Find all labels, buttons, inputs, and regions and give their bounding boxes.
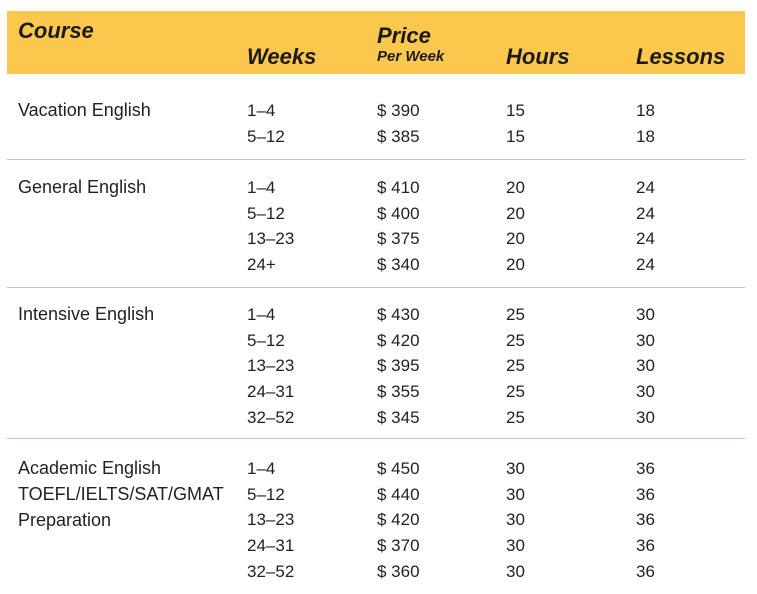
- cell-price: $ 450: [377, 459, 420, 478]
- cell-weeks: 5–12: [247, 484, 285, 504]
- cell-price: $ 360: [377, 561, 420, 581]
- cell-lessons: 30: [636, 407, 655, 427]
- cell-price: $ 345: [377, 407, 420, 427]
- course-name: Academic English TOEFL/IELTS/SAT/GMAT Preparation: [18, 458, 224, 530]
- cell-weeks: 24+: [247, 255, 276, 275]
- course-name: General English: [18, 177, 147, 197]
- cell-price: $ 400: [377, 203, 420, 223]
- cell-lessons: 24: [636, 178, 655, 197]
- cell-lessons: 36: [636, 561, 655, 581]
- course-name: Intensive English: [18, 304, 155, 324]
- cell-weeks: 5–12: [247, 126, 285, 146]
- cell-lessons: 36: [636, 484, 655, 504]
- cell-price: $ 370: [377, 536, 420, 556]
- header-course: Course: [18, 18, 94, 43]
- cell-lessons: 30: [636, 305, 655, 324]
- cell-lessons: 24: [636, 255, 655, 275]
- cell-hours: 30: [506, 459, 525, 478]
- section-divider: [7, 159, 745, 160]
- cell-weeks: 5–12: [247, 330, 285, 350]
- cell-hours: 20: [506, 229, 525, 249]
- cell-price: $ 440: [377, 484, 420, 504]
- course-name: Vacation English: [18, 100, 151, 120]
- cell-hours: 20: [506, 178, 525, 197]
- cell-weeks: 1–4: [247, 305, 276, 324]
- cell-hours: 25: [506, 382, 525, 402]
- cell-weeks: 1–4: [247, 459, 276, 478]
- cell-lessons: 30: [636, 382, 655, 402]
- cell-weeks: 32–52: [247, 407, 295, 427]
- cell-lessons: 18: [636, 126, 655, 146]
- cell-lessons: 36: [636, 536, 655, 556]
- cell-lessons: 30: [636, 330, 655, 350]
- header-weeks: Weeks: [247, 44, 317, 69]
- cell-lessons: 24: [636, 229, 655, 249]
- cell-weeks: 32–52: [247, 561, 295, 581]
- cell-hours: 30: [506, 510, 525, 530]
- section-divider: [7, 287, 745, 288]
- header-lessons: Lessons: [636, 44, 726, 69]
- cell-hours: 20: [506, 203, 525, 223]
- cell-hours: 25: [506, 330, 525, 350]
- cell-price: $ 395: [377, 356, 420, 376]
- cell-weeks: 24–31: [247, 382, 295, 402]
- table-header-bar: [7, 11, 745, 74]
- cell-hours: 30: [506, 484, 525, 504]
- cell-hours: 15: [506, 126, 525, 146]
- cell-weeks: 5–12: [247, 203, 285, 223]
- cell-hours: 15: [506, 101, 525, 120]
- cell-weeks: 13–23: [247, 510, 295, 530]
- header-hours: Hours: [506, 44, 570, 69]
- cell-price: $ 355: [377, 382, 420, 402]
- cell-price: $ 410: [377, 178, 420, 197]
- cell-hours: 25: [506, 356, 525, 376]
- cell-price: $ 385: [377, 126, 420, 146]
- cell-weeks: 1–4: [247, 178, 276, 197]
- cell-hours: 30: [506, 561, 525, 581]
- cell-lessons: 18: [636, 101, 655, 120]
- cell-lessons: 30: [636, 356, 655, 376]
- cell-lessons: 36: [636, 510, 655, 530]
- cell-weeks: 13–23: [247, 229, 295, 249]
- cell-weeks: 13–23: [247, 356, 295, 376]
- cell-lessons: 36: [636, 459, 655, 478]
- section-divider: [7, 438, 745, 439]
- cell-price: $ 340: [377, 255, 420, 275]
- cell-price: $ 375: [377, 229, 420, 249]
- cell-price: $ 430: [377, 305, 420, 324]
- header-price-per-week: Per Week: [377, 48, 445, 65]
- cell-lessons: 24: [636, 203, 655, 223]
- cell-price: $ 420: [377, 510, 420, 530]
- cell-price: $ 390: [377, 101, 420, 120]
- cell-price: $ 420: [377, 330, 420, 350]
- header-price: Price: [377, 23, 431, 48]
- cell-weeks: 1–4: [247, 101, 276, 120]
- cell-weeks: 24–31: [247, 536, 295, 556]
- cell-hours: 25: [506, 305, 525, 324]
- cell-hours: 20: [506, 255, 525, 275]
- cell-hours: 30: [506, 536, 525, 556]
- cell-hours: 25: [506, 407, 525, 427]
